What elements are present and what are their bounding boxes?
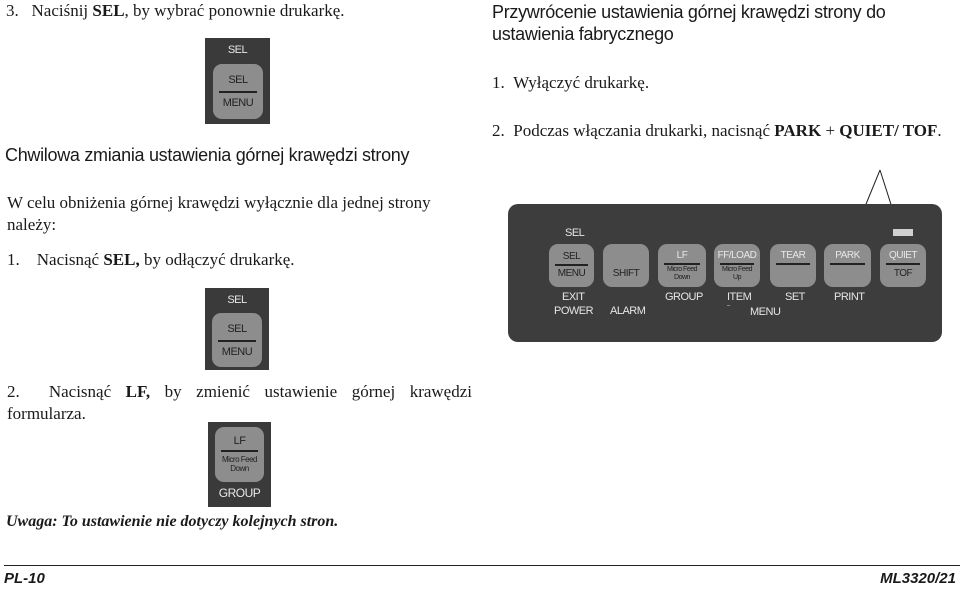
panel-label-group: GROUP [665, 291, 703, 303]
sel-button-figure-1: SEL SEL MENU [205, 38, 270, 124]
note: Uwaga: To ustawienie nie dotyczy kolejnych stron. [6, 513, 339, 530]
indicator-led [893, 229, 913, 236]
panel-label-exit: EXIT [562, 291, 585, 303]
step-2-reset: 2. Podczas włączania drukarki, nacisnąć PARK + QUIET/ TOF. [492, 121, 942, 140]
step-3: 3. Naciśnij SEL, by wybrać ponownie drukarkę. [6, 1, 345, 20]
panel-label-alarm: ALARM [610, 305, 646, 317]
panel-key-shift[interactable] [603, 244, 649, 287]
panel-label-item: ITEM [727, 291, 752, 303]
step-1-temporary: 1. Nacisnąć SEL, by odłączyć drukarkę. [7, 250, 295, 269]
panel-label-power: POWER [554, 305, 594, 317]
model-name: ML3320/21 [880, 570, 956, 587]
intro-text: W celu obniżenia górnej krawędzi wyłącznie dla jednej strony należy: [7, 193, 431, 234]
panel-sel-label: SEL [565, 227, 585, 239]
step-1-reset: 1. Wyłączyć drukarkę. [492, 73, 650, 92]
lf-button-figure: LF Micro Feed Down GROUP [208, 422, 271, 507]
sel-button-figure-2: SEL SEL MENU [205, 288, 269, 370]
panel-label-print: PRINT [834, 291, 865, 303]
section-heading-factory-reset: Przywrócenie ustawienia górnej krawędzi strony do ustawienia fabrycznego [492, 2, 886, 44]
panel-label-menu: MENU [750, 306, 781, 318]
page-number: PL-10 [4, 570, 45, 587]
step-2-temporary: 2. Nacisnąć LF, by zmienić ustawienie górnej krawędzi formularza. [7, 382, 473, 423]
panel-label-set: SET [785, 291, 805, 303]
footer-rule [4, 565, 960, 566]
section-heading-temporary: Chwilowa zmiania ustawienia górnej krawędzi strony [5, 145, 410, 165]
